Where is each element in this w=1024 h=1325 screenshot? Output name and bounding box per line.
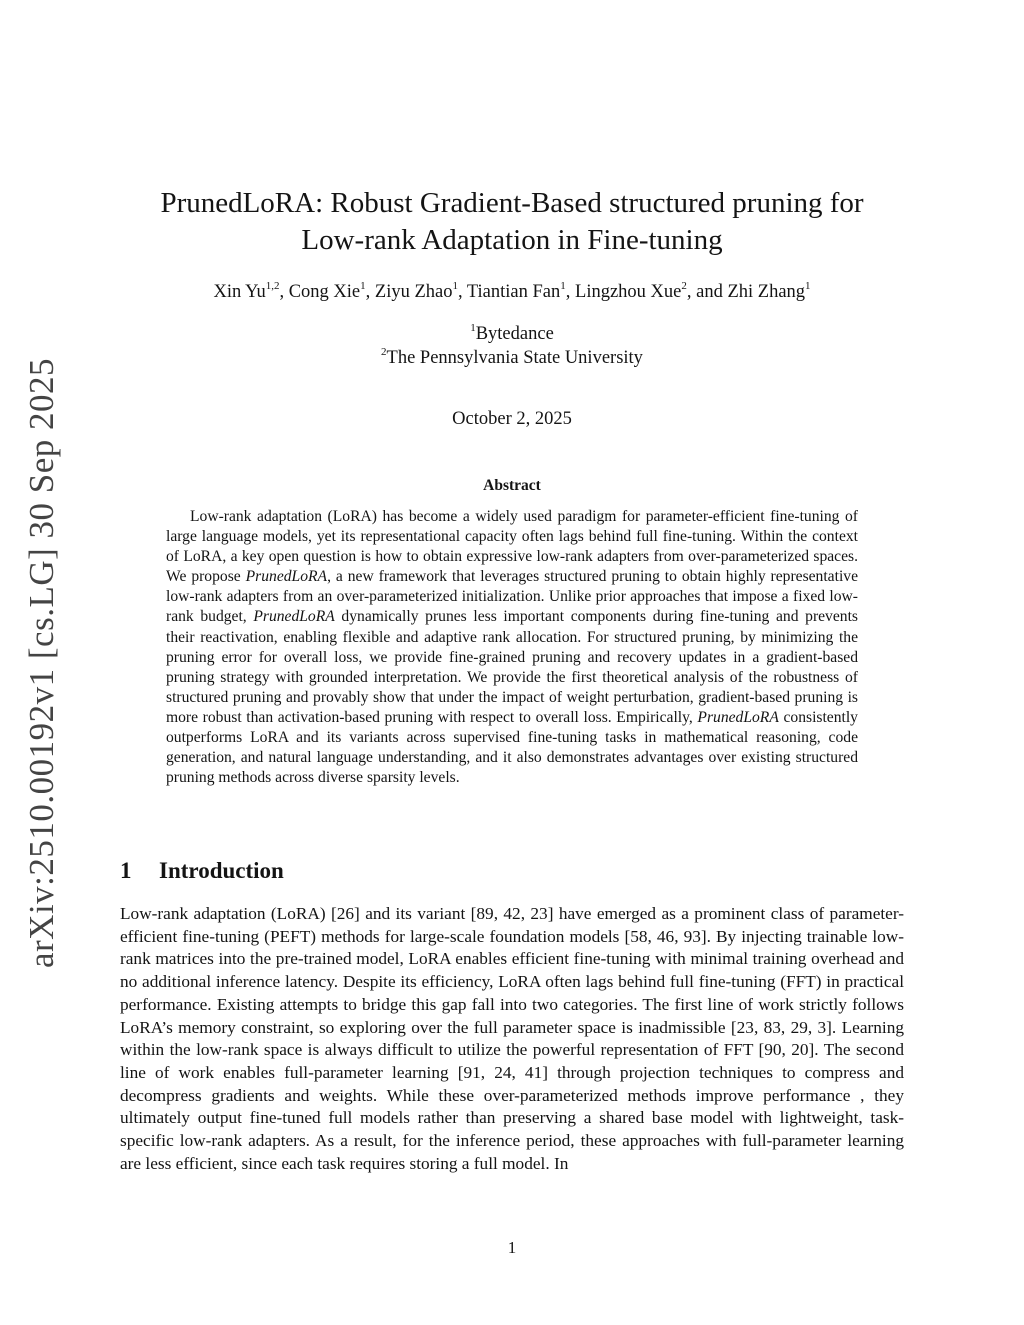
paper-title <box>120 185 904 259</box>
author-name: Cong Xie <box>288 282 361 302</box>
abstract-text: consistently outperforms LoRA and its variants across supervised fine-tuning tasks in mathematical reasoning, code generation, and natural language understanding, and it also demonstrates advantages over existing structured pruning methods across diverse sparsity levels. <box>166 708 858 787</box>
author-name: Lingzhou Xue <box>575 282 682 302</box>
author-list <box>120 280 904 304</box>
author-separator: , <box>279 282 289 302</box>
section-heading-introduction <box>120 858 284 884</box>
author-affiliation-mark: 2 <box>681 280 687 292</box>
title-line-1: PrunedLoRA: Robust Gradient-Based structured pruning for <box>160 187 864 219</box>
author-separator: , <box>457 282 467 302</box>
affiliation-mark: 2 <box>381 346 387 358</box>
author-affiliation-mark: 1,2 <box>265 280 280 292</box>
affiliation <box>120 346 904 370</box>
section-title: Introduction <box>159 858 284 883</box>
author-separator: , <box>365 282 375 302</box>
arxiv-identifier-stamp: arXiv:2510.00192v1 [cs.LG] 30 Sep 2025 <box>22 357 61 969</box>
author-affiliation-mark: 1 <box>805 280 811 292</box>
abstract-heading: Abstract <box>483 477 541 494</box>
method-name: PrunedLoRA <box>697 708 779 726</box>
publication-date: October 2, 2025 <box>452 409 572 429</box>
section-number: 1 <box>120 858 132 883</box>
method-name: PrunedLoRA <box>245 568 328 586</box>
author-affiliation-mark: 1 <box>360 280 366 292</box>
abstract-paragraph <box>166 507 858 788</box>
author-affiliation-mark: 1 <box>560 280 566 292</box>
affiliation-mark: 1 <box>470 322 476 334</box>
affiliation-list <box>120 322 904 370</box>
page-number: 1 <box>507 1238 517 1257</box>
author-separator: , <box>565 282 576 302</box>
abstract-text: , a new framework that leverages structured pruning to obtain highly representative low-rank adapters from an over-parameterized initialization. Unlike prior approaches that impose a fixed low-rank budget, <box>166 568 858 626</box>
method-name: PrunedLoRA <box>253 608 335 626</box>
author-name: Ziyu Zhao <box>374 282 453 302</box>
author-name: Zhi Zhang <box>727 282 806 302</box>
author-separator: , and <box>686 282 728 302</box>
title-line-2: Low-rank Adaptation in Fine-tuning <box>301 224 723 256</box>
abstract-text: dynamically prunes less important components during fine-tuning and prevents their reactivation, enabling flexible and adaptive rank allocation. For structured pruning, by minimizing the pruning error for overall loss, we provide fine-grained pruning and recovery updates in a gradient-based pruning strategy with grounded interpretation. We provide the first theoretical analysis of the robustness of structured pruning and provably show that under the impact of weight perturbation, gradient-based pruning is more robust than activation-based pruning with respect to overall loss. Empirically, <box>166 608 858 726</box>
introduction-paragraph: Low-rank adaptation (LoRA) [26] and its variant [89, 42, 23] have emerged as a prominent class of parameter-efficient fine-tuning (PEFT) methods for large-scale foundation models [58, 46, 93]. By injecting trainable low-rank matrices into the pre-trained model, LoRA enables efficient fine-tuning with minimal training overhead and no additional inference latency. Despite its efficiency, LoRA often lags behind full fine-tuning (FFT) in practical performance. Existing attempts to bridge this gap fall into two categories. The first line of work strictly follows LoRA’s memory constraint, so exploring over the full parameter space is inadmissible [23, 83, 29, 3]. Learning within the low-rank space is always difficult to utilize the powerful representation of FFT [90, 20]. The second line of work enables full-parameter learning [91, 24, 41] through projection techniques to compress and decompress gradients and weights. While these over-parameterized methods improve performance , they ultimately output fine-tuned full models rather than preserving a shared base model with lightweight, task-specific low-rank adapters. As a result, for the inference period, these approaches with full-parameter learning are less efficient, since each task requires storing a full model. In <box>120 904 904 1173</box>
author-affiliation-mark: 1 <box>452 280 458 292</box>
abstract-text: Low-rank adaptation (LoRA) has become a widely used paradigm for parameter-efficient fine-tuning of large language models, yet its representational capacity often lags behind full fine-tuning. Within the context of LoRA, a key open question is how to obtain expressive low-rank adapters from over-parameterized spaces. We propose <box>166 508 858 586</box>
affiliation-name: The Pennsylvania State University <box>386 348 643 368</box>
author-name: Tiantian Fan <box>466 282 561 302</box>
author-name: Xin Yu <box>213 282 266 302</box>
affiliation-name: Bytedance <box>475 324 554 344</box>
affiliation <box>120 322 904 346</box>
